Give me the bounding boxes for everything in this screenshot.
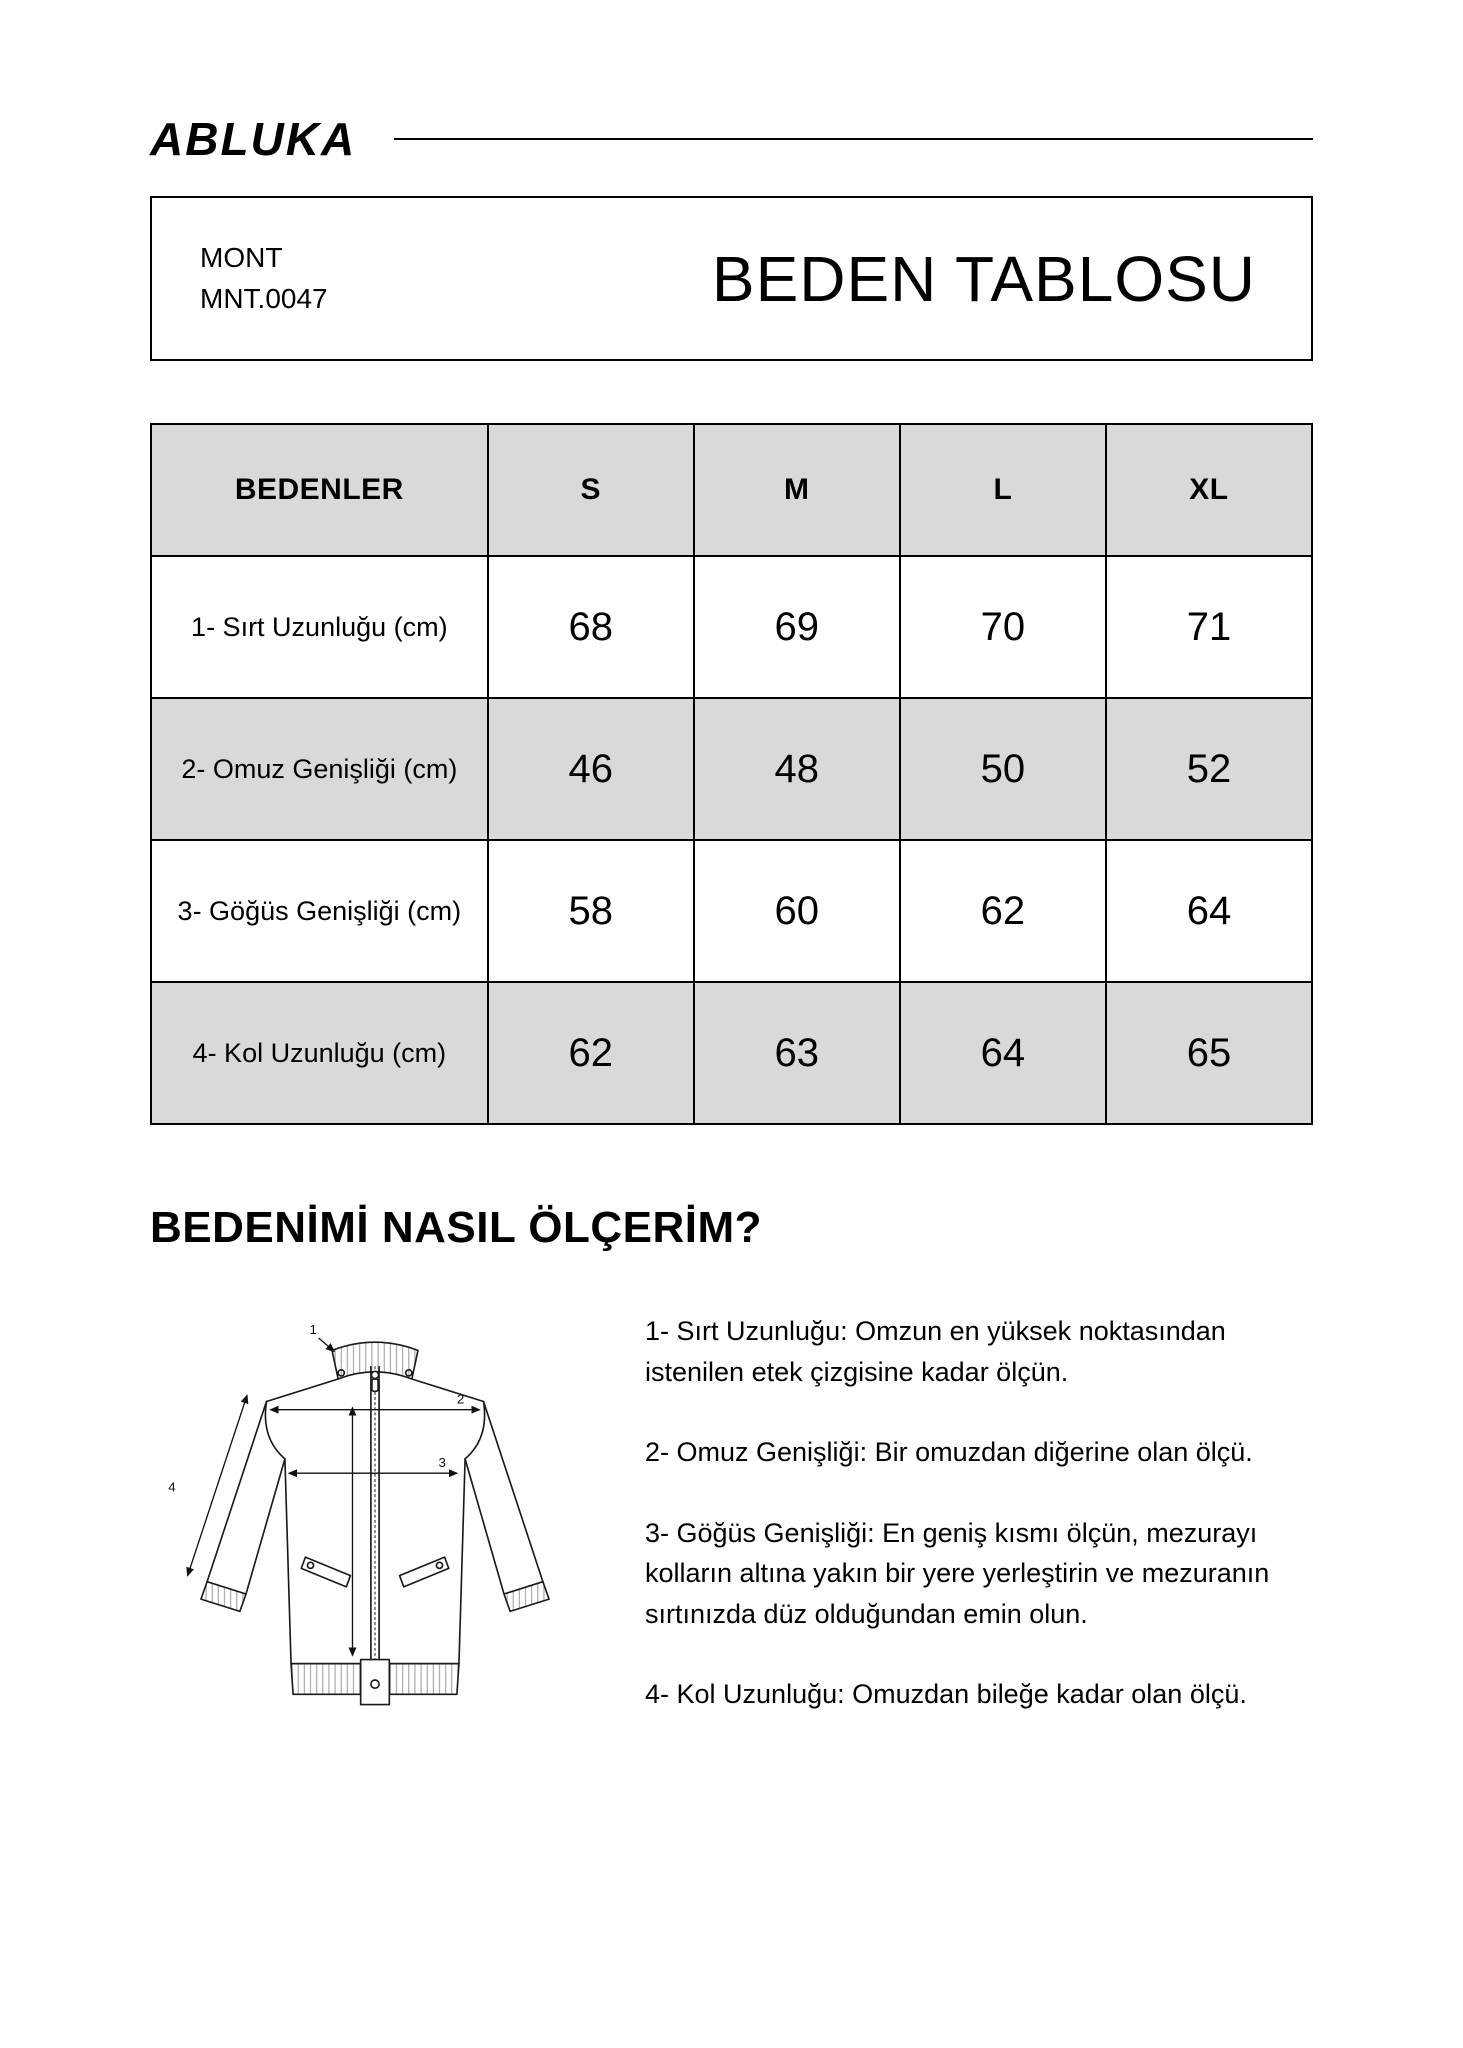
diagram-label-4: 4	[168, 1479, 176, 1495]
size-table-header-cell: M	[694, 424, 900, 556]
size-value: 64	[900, 982, 1106, 1124]
size-value: 71	[1106, 556, 1312, 698]
instruction-2: 2- Omuz Genişliği: Bir omuzdan diğerine olan ölçü.	[645, 1437, 1253, 1468]
measure-row	[150, 1303, 1313, 1755]
product-info	[200, 238, 328, 319]
size-value: 63	[694, 982, 900, 1124]
jacket-diagram	[160, 1303, 590, 1713]
measurement-label: 1- Sırt Uzunluğu (cm)	[151, 556, 488, 698]
table-row	[151, 698, 1312, 840]
size-value: 64	[1106, 840, 1312, 982]
instruction-4: 4- Kol Uzunluğu: Omuzdan bileğe kadar olan ölçü.	[645, 1679, 1247, 1710]
measure-heading: BEDENİMİ NASIL ÖLÇERİM?	[150, 1203, 763, 1253]
size-value: 68	[488, 556, 694, 698]
diagram-label-2: 2	[456, 1391, 465, 1407]
table-row	[151, 982, 1312, 1124]
instruction-3: 3- Göğüs Genişliği: En geniş kısmı ölçün, mezurayı kolların altına yakın bir yere yerleştirin ve mezuranın sırtınızda düz olduğundan emin olun.	[645, 1517, 1270, 1629]
size-value: 69	[694, 556, 900, 698]
size-value: 62	[900, 840, 1106, 982]
size-table-header-cell: L	[900, 424, 1106, 556]
size-table-header-cell: BEDENLER	[151, 424, 488, 556]
size-value: 58	[488, 840, 694, 982]
size-table-header-row	[151, 424, 1312, 556]
table-row	[151, 840, 1312, 982]
brand-row	[150, 112, 1313, 166]
table-row	[151, 556, 1312, 698]
product-type: MONT	[200, 242, 283, 273]
size-value: 60	[694, 840, 900, 982]
size-value: 52	[1106, 698, 1312, 840]
size-value: 62	[488, 982, 694, 1124]
header-rule	[394, 138, 1313, 140]
instruction-1: 1- Sırt Uzunluğu: Omzun en yüksek noktasından istenilen etek çizgisine kadar ölçün.	[645, 1316, 1226, 1387]
measurement-label: 3- Göğüs Genişliği (cm)	[151, 840, 488, 982]
size-table-header-cell: S	[488, 424, 694, 556]
measurement-label: 2- Omuz Genişliği (cm)	[151, 698, 488, 840]
size-value: 65	[1106, 982, 1312, 1124]
diagram-column	[150, 1303, 600, 1713]
brand-logo: ABLUKA	[150, 113, 357, 165]
measure-instructions	[645, 1303, 1313, 1755]
page-title: BEDEN TABLOSU	[711, 242, 1256, 315]
diagram-label-1: 1	[309, 1322, 317, 1338]
measurement-label: 4- Kol Uzunluğu (cm)	[151, 982, 488, 1124]
size-value: 46	[488, 698, 694, 840]
size-value: 48	[694, 698, 900, 840]
size-value: 50	[900, 698, 1106, 840]
size-table-header-cell: XL	[1106, 424, 1312, 556]
size-value: 70	[900, 556, 1106, 698]
size-table	[150, 423, 1313, 1125]
diagram-label-3: 3	[438, 1455, 446, 1471]
product-header-box	[150, 196, 1313, 361]
product-code: MNT.0047	[200, 282, 328, 314]
